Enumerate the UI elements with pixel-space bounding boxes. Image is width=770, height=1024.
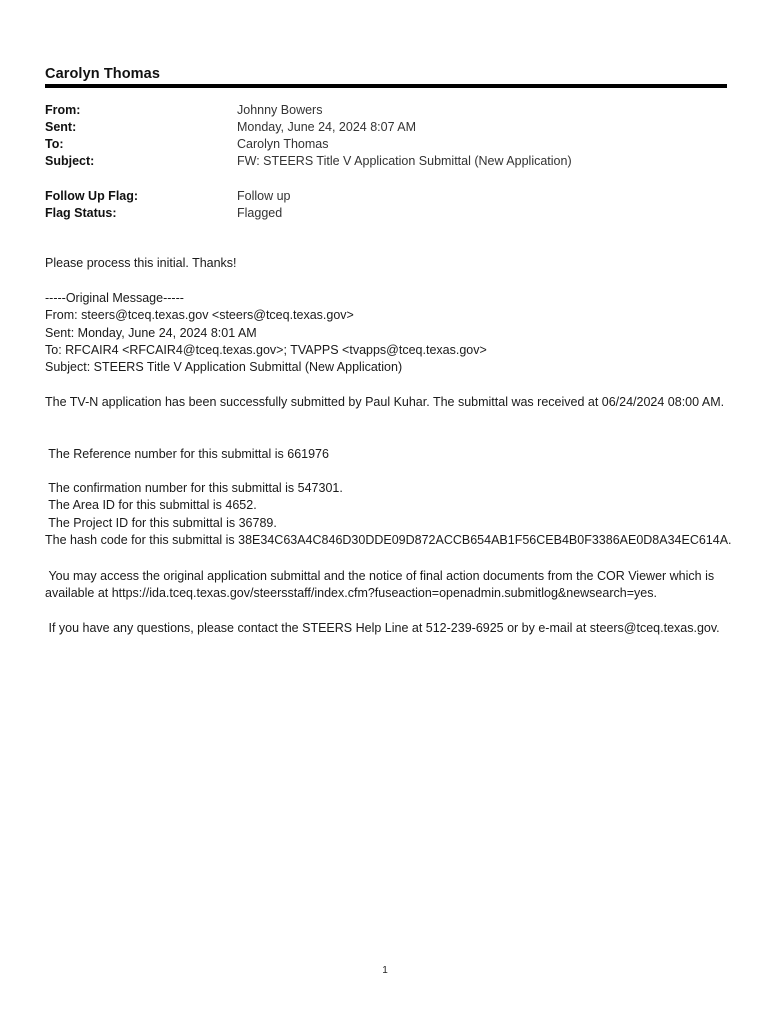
from-label: From: <box>45 103 81 117</box>
follow-up-flag-row <box>45 188 727 205</box>
original-from-line: From: steers@tceq.texas.gov <steers@tceq.texas.gov> <box>45 308 354 323</box>
from-value: Johnny Bowers <box>237 103 323 117</box>
access-paragraph <box>45 568 730 603</box>
confirmation-number-line: The confirmation number for this submittal is 547301. <box>45 481 343 495</box>
flag-block <box>45 188 727 222</box>
to-value: Carolyn Thomas <box>237 137 329 151</box>
reference-number-line: The Reference number for this submittal is 661976 <box>45 447 329 461</box>
cor-viewer-access-text: You may access the original application submittal and the notice of final action documents from the COR Viewer which is available at https://ida.tceq.texas.gov/steersstaff/index.cfm?fuseaction=openadmin.submitlog&newsearch=yes. <box>45 569 718 601</box>
header-divider <box>45 84 727 88</box>
greeting-paragraph <box>45 255 730 272</box>
original-sent-line: Sent: Monday, June 24, 2024 8:01 AM <box>45 325 257 340</box>
hash-code-line: The hash code for this submittal is 38E34C63A4C846D30DDE09D872ACCB654AB1F56CEB4B0F3386AE0D8A34EC614A. <box>45 532 732 547</box>
header-sent-row <box>45 119 727 136</box>
original-subject-line: Subject: STEERS Title V Application Submittal (New Application) <box>45 360 403 375</box>
help-line-contact-text: If you have any questions, please contact the STEERS Help Line at 512-239-6925 or by e-mail at steers@tceq.texas.gov. <box>45 621 720 635</box>
original-to-line: To: RFCAIR4 <RFCAIR4@tceq.texas.gov>; TVAPPS <tvapps@tceq.texas.gov> <box>45 342 487 357</box>
sent-label: Sent: <box>45 120 77 134</box>
subject-label: Subject: <box>45 154 95 168</box>
subject-value: FW: STEERS Title V Application Submittal (New Application) <box>237 154 572 168</box>
header-from-row <box>45 102 727 119</box>
flag-status-label: Flag Status: <box>45 206 117 220</box>
header-subject-row <box>45 153 727 170</box>
message-header-block <box>45 102 727 170</box>
original-message-block <box>45 290 730 376</box>
questions-paragraph <box>45 620 730 637</box>
area-id-line: The Area ID for this submittal is 4652. <box>45 498 257 513</box>
follow-up-flag-value: Follow up <box>237 189 291 203</box>
mailbox-owner-name: Carolyn Thomas <box>45 66 161 82</box>
follow-up-flag-label: Follow Up Flag: <box>45 189 139 203</box>
to-label: To: <box>45 137 64 151</box>
reference-paragraph <box>45 446 730 463</box>
project-id-line: The Project ID for this submittal is 36789. <box>45 515 277 530</box>
flag-status-row <box>45 205 727 222</box>
original-message-marker: -----Original Message----- <box>45 291 184 305</box>
sent-value: Monday, June 24, 2024 8:07 AM <box>237 120 417 134</box>
header-to-row <box>45 136 727 153</box>
flag-status-value: Flagged <box>237 206 283 220</box>
page-number: 1 <box>382 965 388 976</box>
submission-confirmation-text: The TV-N application has been successfully submitted by Paul Kuhar. The submittal was received at 06/24/2024 08:00 AM. <box>45 395 725 409</box>
greeting-line: Please process this initial. Thanks! <box>45 256 237 270</box>
submission-paragraph <box>45 394 730 411</box>
identifiers-block <box>45 480 730 549</box>
